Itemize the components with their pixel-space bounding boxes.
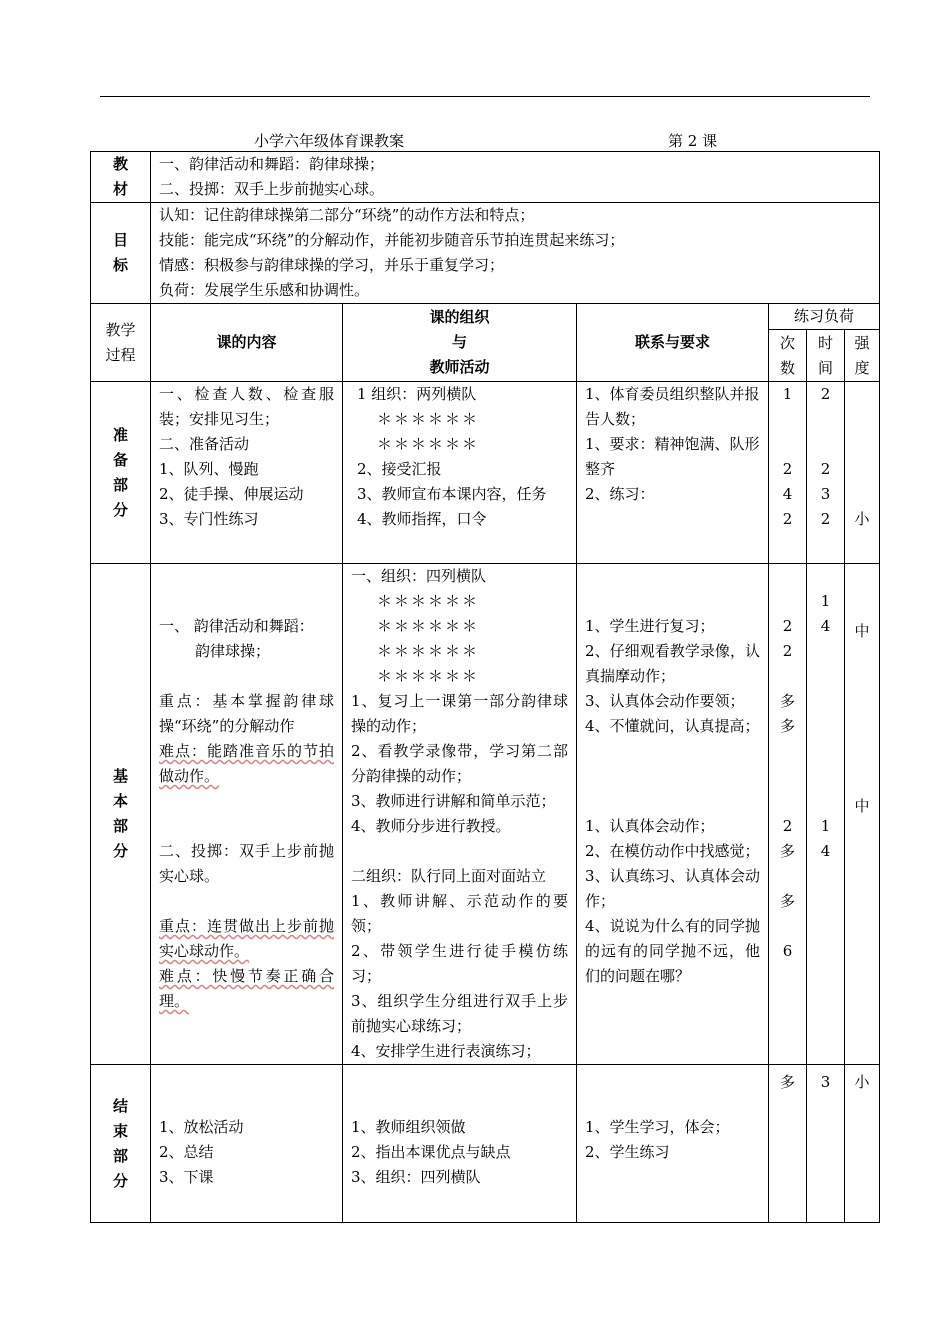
process-header: 教学 过程 <box>91 304 151 382</box>
prep-requirements: 1、体育委员组织整队并报告人数； 1、要求：精神饱满、队形整齐 2、练习： <box>577 382 769 564</box>
prep-content: 一、检查人数、检查服装；安排见习生； 二、准备活动 1、队列、慢跑 2、徒手操、伸展运动 3、专门性练习 <box>151 382 343 564</box>
prep-label: 准 备 部 分 <box>91 382 151 564</box>
page-title: 小学六年级体育课教案 <box>254 132 405 150</box>
end-times: 多 <box>769 1065 807 1223</box>
content-header: 课的内容 <box>151 304 343 382</box>
end-intensity: 小 <box>845 1065 880 1223</box>
intensity-header: 强 度 <box>845 330 880 382</box>
basic-content: 一、 韵律活动和舞蹈： 韵律球操； 重点：基本掌握韵律球操“环绕”的分解动作 难点：能踏准音乐的节拍做动作。 二、投掷：双手上步前抛实心球。 重点：连贯做出上步前抛实心球动作。 难点：快慢节奏正确合理。 <box>151 564 343 1065</box>
end-requirements: 1、学生学习，体会； 2、学生练习 <box>577 1065 769 1223</box>
end-label: 结 束 部 分 <box>91 1065 151 1223</box>
lesson-plan-table <box>90 151 880 1223</box>
prep-organization: 1 组织：两列横队 ＊＊＊＊＊＊ ＊＊＊＊＊＊ 2、接受汇报 3、教师宣布本课内容，任务 4、教师指挥，口令 <box>343 382 577 564</box>
basic-times: 2 2 多 多 2 多 多 6 <box>769 564 807 1065</box>
basic-requirements: 1、学生进行复习； 2、仔细观看教学录像，认真揣摩动作； 3、认真体会动作要领； 4、不懂就问，认真提高； 1、认真体会动作； 2、在模仿动作中找感觉； 3、认真练习、认真体会动作； 4、说说为什么有的同学抛的远有的同学抛不远，他们的问题在哪？ <box>577 564 769 1065</box>
load-header: 练习负荷 <box>769 304 880 330</box>
basic-organization: 一、组织：四列横队 ＊＊＊＊＊＊ ＊＊＊＊＊＊ ＊＊＊＊＊＊ ＊＊＊＊＊＊ 1、复习上一课第一部分韵律球操的动作； 2、看教学录像带，学习第二部分韵律操的动作； 3、教师进行讲解和简单示范； 4、教师分步进行教授。 二组织：队行同上面对面站立 1、教师讲解、示范动作的要领； 2、带领学生进行徒手模仿练习； 3、组织学生分组进行双手上步前抛实心球练习； 4、安排学生进行表演练习； <box>343 564 577 1065</box>
basic-label: 基 本 部 分 <box>91 564 151 1065</box>
prep-section-row <box>91 382 880 564</box>
header-rule <box>100 96 870 97</box>
material-row <box>91 152 880 203</box>
times-header: 次 数 <box>769 330 807 382</box>
material-label: 教 材 <box>91 152 151 203</box>
basic-intensity: 中 中 <box>845 564 880 1065</box>
basic-duration: 1 4 1 4 <box>807 564 845 1065</box>
end-content: 1、放松活动 2、总结 3、下课 <box>151 1065 343 1223</box>
goals-row <box>91 203 880 304</box>
goals-text: 认知：记住韵律球操第二部分“环绕”的动作方法和特点； 技能：能完成“环绕”的分解动作，并能初步随音乐节拍连贯起来练习； 情感：积极参与韵律球操的学习，并乐于重复学习； 负荷：发展学生乐感和协调性。 <box>151 203 880 304</box>
prep-intensity: 小 <box>845 382 880 564</box>
organization-header: 课的组织 与 教师活动 <box>343 304 577 382</box>
duration-header: 时 间 <box>807 330 845 382</box>
prep-duration: 2 2 3 2 <box>807 382 845 564</box>
basic-section-row <box>91 564 880 1065</box>
requirements-header: 联系与要求 <box>577 304 769 382</box>
end-organization: 1、教师组织领做 2、指出本课优点与缺点 3、组织：四列横队 <box>343 1065 577 1223</box>
column-header-row <box>91 304 880 330</box>
end-section-row <box>91 1065 880 1223</box>
prep-times: 1 2 4 2 <box>769 382 807 564</box>
lesson-number: 第 2 课 <box>668 132 718 150</box>
goals-label: 目 标 <box>91 203 151 304</box>
material-text: 一、韵律活动和舞蹈：韵律球操； 二、投掷：双手上步前抛实心球。 <box>151 152 880 203</box>
end-duration: 3 <box>807 1065 845 1223</box>
